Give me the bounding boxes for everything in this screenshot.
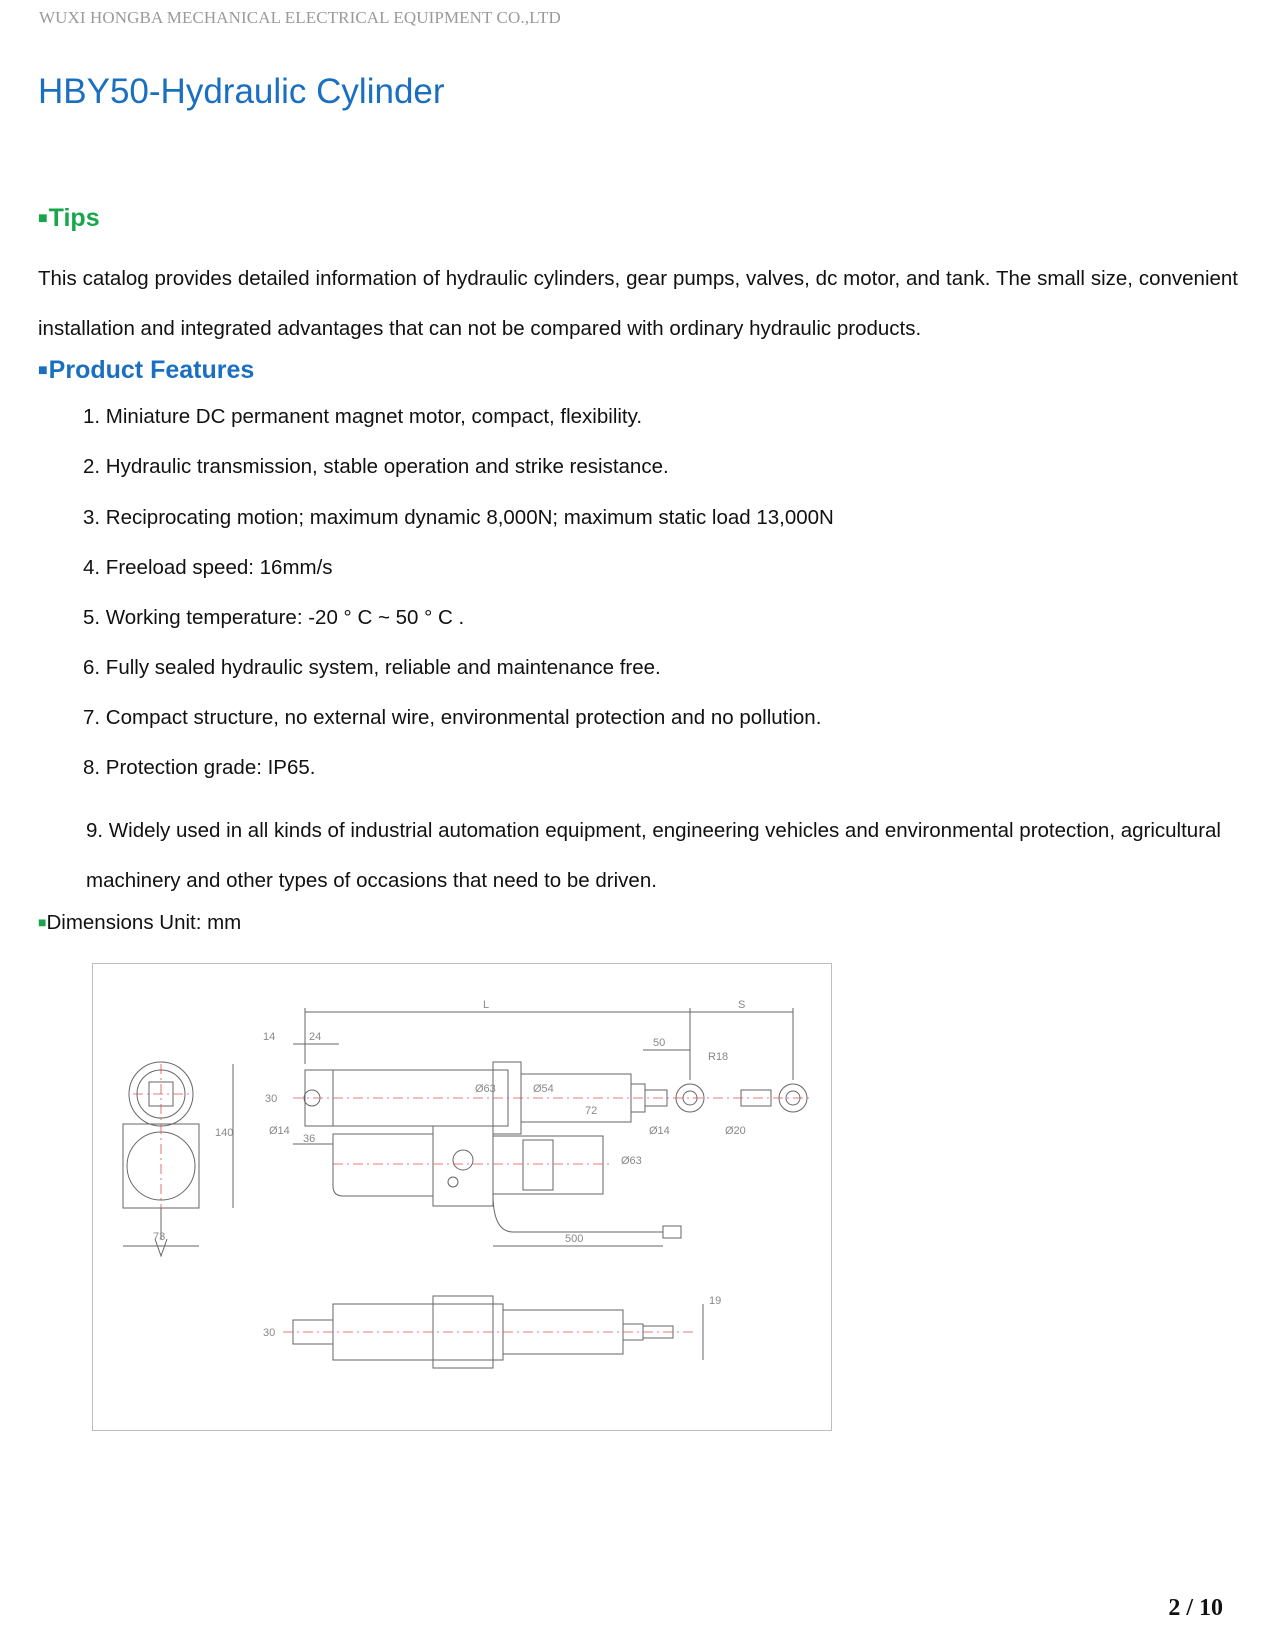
bullet-square-icon: ■ bbox=[38, 362, 48, 379]
dim-phi54: Ø54 bbox=[533, 1083, 554, 1095]
dim-L: L bbox=[483, 999, 490, 1011]
features-heading-text: Product Features bbox=[48, 356, 255, 384]
dim-S: S bbox=[738, 999, 746, 1011]
bullet-square-icon: ■ bbox=[38, 210, 48, 227]
tips-paragraph: This catalog provides detailed information of hydraulic cylinders, gear pumps, valves, dc motor, and tank. The small size, convenient installation and integrated advantages that can not be compared with ordinary hydraulic products. bbox=[38, 267, 1238, 340]
tips-heading bbox=[38, 204, 100, 233]
feature-item: 1. Miniature DC permanent magnet motor, compact, flexibility. bbox=[83, 405, 643, 428]
feature-item: 6. Fully sealed hydraulic system, reliable and maintenance free. bbox=[83, 656, 661, 679]
dimensions-heading-text: Dimensions Unit: mm bbox=[46, 911, 242, 934]
dim-500: 500 bbox=[565, 1233, 584, 1245]
dim-30b: 30 bbox=[263, 1327, 276, 1339]
feature-item: 3. Reciprocating motion; maximum dynamic 8,000N; maximum static load 13,000N bbox=[83, 506, 834, 529]
features-heading bbox=[38, 356, 254, 385]
dim-phi63b: Ø63 bbox=[621, 1155, 642, 1167]
feature-item: 2. Hydraulic transmission, stable operation and strike resistance. bbox=[83, 455, 669, 478]
dim-14: 14 bbox=[263, 1031, 276, 1043]
company-header: WUXI HONGBA MECHANICAL ELECTRICAL EQUIPMENT CO.,LTD bbox=[39, 8, 561, 27]
feature-item: 5. Working temperature: -20 ° C ~ 50 ° C . bbox=[83, 606, 465, 629]
dim-72: 72 bbox=[585, 1105, 598, 1117]
dimensions-heading bbox=[38, 911, 241, 935]
dim-30: 30 bbox=[265, 1093, 278, 1105]
feature-item: 7. Compact structure, no external wire, environmental protection and no pollution. bbox=[83, 706, 822, 729]
page-number: 2 / 10 bbox=[1168, 1595, 1223, 1621]
dim-24: 24 bbox=[309, 1031, 322, 1043]
bullet-square-icon: ■ bbox=[38, 914, 47, 930]
feature-item: 4. Freeload speed: 16mm/s bbox=[83, 556, 333, 579]
dim-phi14: Ø14 bbox=[269, 1125, 290, 1137]
tips-heading-text: Tips bbox=[48, 204, 100, 232]
dim-50: 50 bbox=[653, 1037, 666, 1049]
pump-unit bbox=[333, 1134, 433, 1196]
feature-item: 9. Widely used in all kinds of industrial automation equipment, engineering vehicles and environmental protection, agricultural machinery and other types of occasions that need to be driven. bbox=[86, 819, 1221, 892]
dim-36: 36 bbox=[303, 1133, 316, 1145]
dim-phi14b: Ø14 bbox=[649, 1125, 670, 1137]
dim-19: 19 bbox=[709, 1295, 722, 1307]
dimension-drawing bbox=[92, 963, 832, 1431]
dim-140: 140 bbox=[215, 1127, 234, 1139]
dim-R18: R18 bbox=[708, 1051, 729, 1063]
dim-phi20: Ø20 bbox=[725, 1125, 746, 1137]
page-title: HBY50-Hydraulic Cylinder bbox=[38, 72, 445, 111]
feature-item: 8. Protection grade: IP65. bbox=[83, 756, 316, 779]
dim-73: 73 bbox=[153, 1231, 166, 1243]
cylinder-technical-drawing bbox=[93, 964, 831, 1430]
motor-body bbox=[493, 1136, 603, 1194]
dim-phi63: Ø63 bbox=[475, 1083, 496, 1095]
